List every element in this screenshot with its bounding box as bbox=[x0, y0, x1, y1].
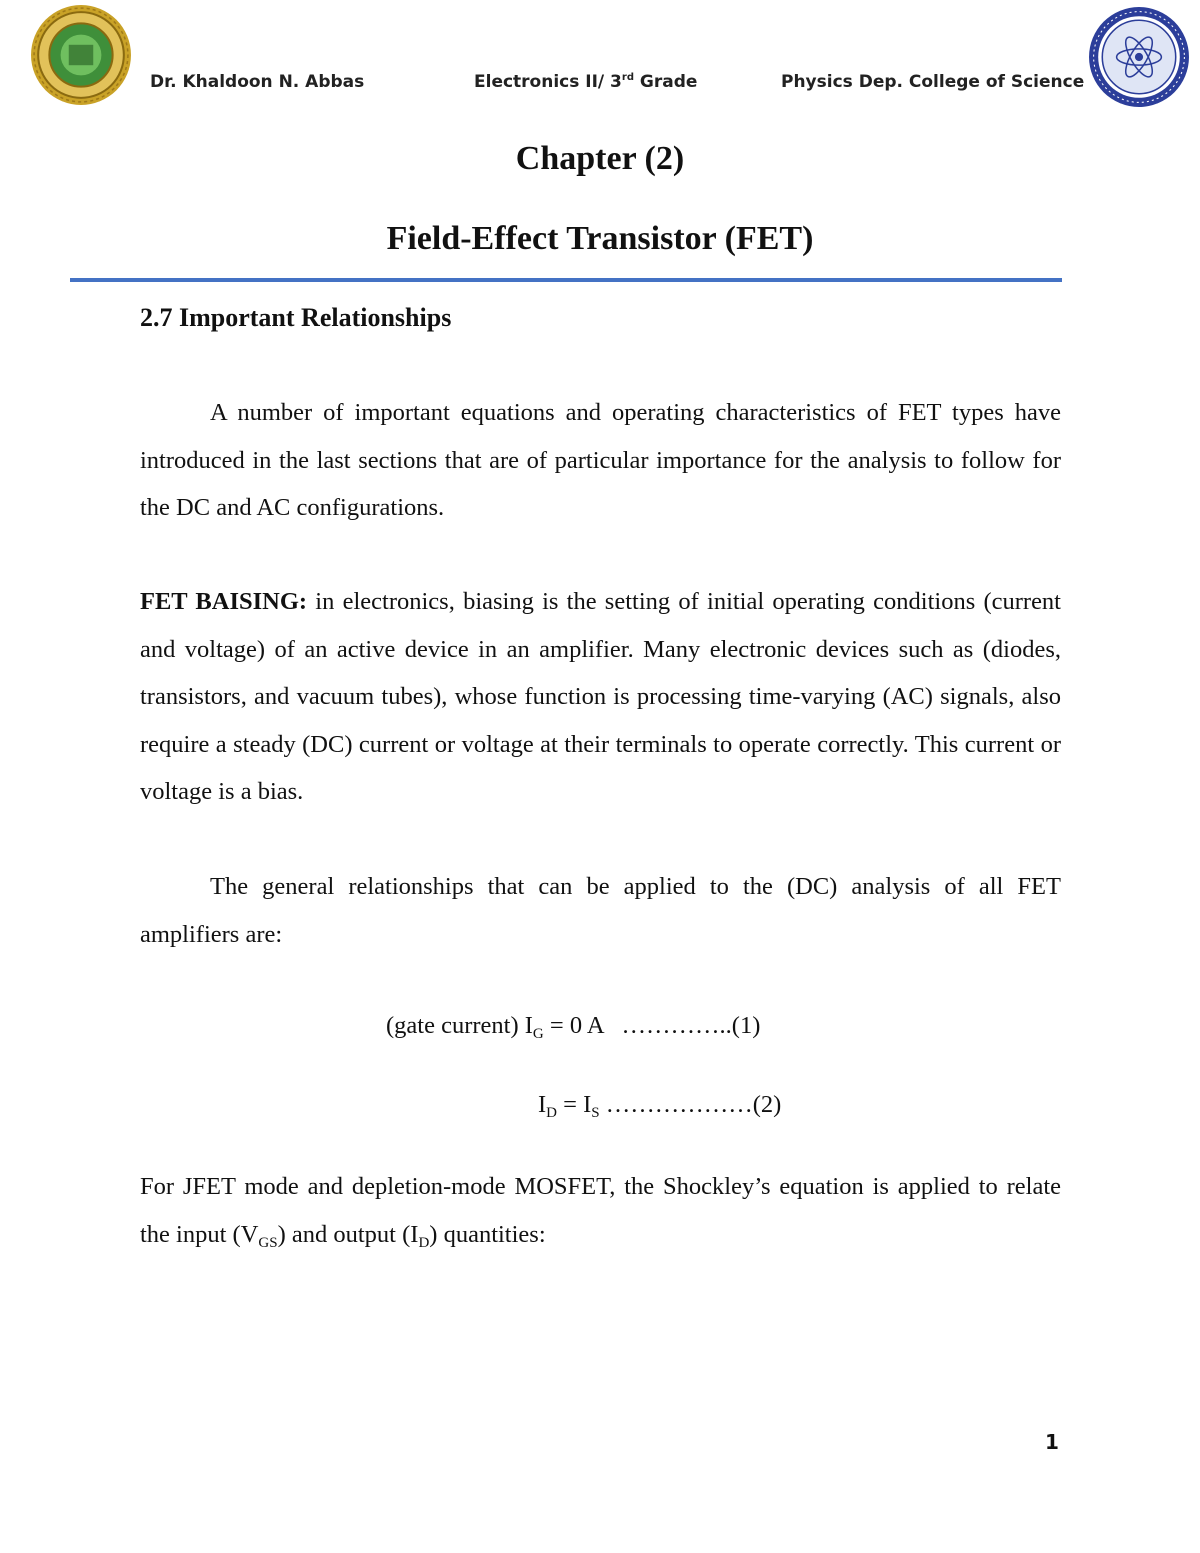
title-divider bbox=[70, 278, 1062, 282]
equation-1-prefix: (gate current) I bbox=[386, 1012, 533, 1039]
header-course-suffix: Grade bbox=[633, 72, 698, 92]
intro-paragraph bbox=[140, 389, 1061, 532]
page-header bbox=[0, 0, 1200, 115]
page-number: 1 bbox=[1045, 1430, 1059, 1454]
equation-2-mid: = I bbox=[557, 1091, 592, 1118]
equation-1-subscript: G bbox=[532, 1026, 544, 1042]
relationships-paragraph-text: The general relationships that can be applied to the (DC) analysis of all FET amplifiers are: bbox=[140, 873, 1061, 948]
relationships-paragraph bbox=[140, 863, 1061, 958]
header-course-prefix: Electronics II/ 3 bbox=[474, 72, 622, 92]
equation-2-suffix: ………………(2) bbox=[599, 1091, 782, 1118]
header-author: Dr. Khaldoon N. Abbas bbox=[150, 72, 365, 92]
college-seal-logo bbox=[1088, 6, 1190, 108]
biasing-term: FET BAISING: bbox=[140, 588, 308, 615]
subject-title: Field-Effect Transistor (FET) bbox=[386, 220, 814, 257]
header-course-superscript: rd bbox=[621, 72, 634, 83]
section-heading: 2.7 Important Relationships bbox=[140, 303, 452, 332]
shockley-text-1: For JFET mode and depletion-mode MOSFET, the Shockley’s equation is applied to relate the input (V bbox=[140, 1173, 1061, 1248]
shockley-text-2: ) and output (I bbox=[277, 1220, 419, 1248]
equation-1-suffix: = 0 A …………..(1) bbox=[543, 1012, 761, 1039]
shockley-subscript-1: GS bbox=[258, 1234, 278, 1251]
equation-2-lhs: I bbox=[538, 1091, 547, 1118]
equation-2-rhs-subscript: S bbox=[591, 1105, 600, 1121]
equation-gate-current bbox=[386, 1012, 760, 1040]
shockley-text-3: ) quantities: bbox=[429, 1220, 546, 1248]
biasing-paragraph-text: in electronics, biasing is the setting of initial operating conditions (current and voltage) of an active device in an amplifier. Many electronic devices such as (diodes, transistors, and vacuum tubes), whose function is processing time-varying (AC) signals, also require a steady (DC) current or voltage at their terminals to operate correctly. This current or voltage is a bias. bbox=[140, 588, 1061, 805]
header-department: Physics Dep. College of Science bbox=[781, 72, 1085, 92]
chapter-title: Chapter (2) bbox=[515, 140, 685, 177]
university-seal-logo bbox=[30, 4, 132, 106]
shockley-subscript-2: D bbox=[418, 1234, 430, 1251]
equation-2-lhs-subscript: D bbox=[546, 1105, 558, 1121]
intro-paragraph-text: A number of important equations and operating characteristics of FET types have introduced in the last sections that are of particular importance for the analysis to follow for the DC and AC configurations. bbox=[140, 399, 1061, 521]
biasing-paragraph bbox=[140, 578, 1061, 816]
header-course bbox=[474, 72, 697, 92]
equation-drain-source-current bbox=[538, 1091, 781, 1119]
shockley-paragraph bbox=[140, 1163, 1061, 1258]
